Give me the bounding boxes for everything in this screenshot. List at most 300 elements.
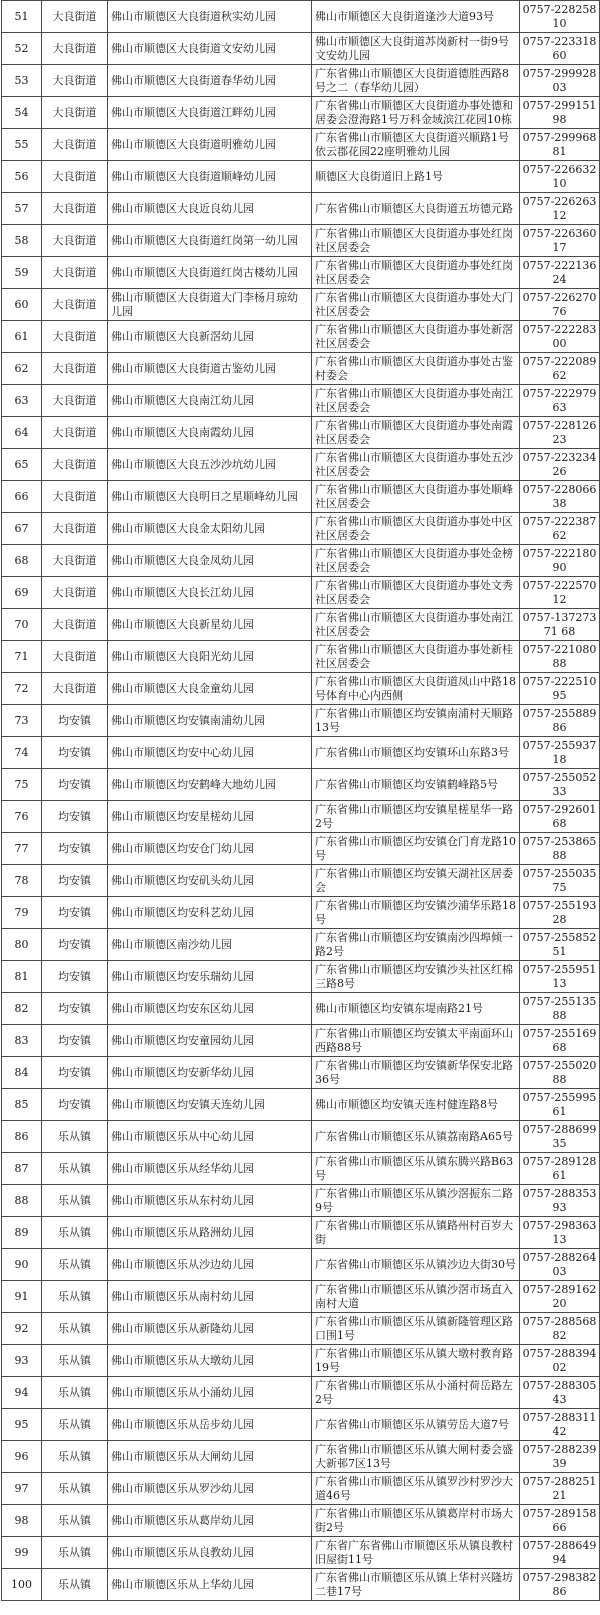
kindergarten-name-cell: 佛山市顺德区乐从路洲幼儿园	[108, 1217, 312, 1249]
street-cell: 乐从镇	[42, 1185, 108, 1217]
kindergarten-name-cell: 佛山市顺德区乐从罗沙幼儿园	[108, 1473, 312, 1505]
address-cell: 广东省佛山市顺德区大良街道五坊德元路	[312, 193, 520, 225]
phone-cell: 0757-25593718	[520, 737, 600, 769]
street-cell: 均安镇	[42, 993, 108, 1025]
row-number: 90	[2, 1249, 42, 1281]
row-number: 75	[2, 769, 42, 801]
row-number: 99	[2, 1537, 42, 1569]
phone-cell: 0757-25505233	[520, 769, 600, 801]
address-cell: 佛山市顺德区大良街道逢沙大道93号	[312, 1, 520, 33]
address-cell: 广东省佛山市顺德区大良街道凤山中路18号体育中心内西侧	[312, 673, 520, 705]
table-row	[2, 929, 600, 961]
phone-cell: 0757-28869935	[520, 1121, 600, 1153]
kindergarten-name-cell: 佛山市顺德区大良五沙沙坑幼儿园	[108, 449, 312, 481]
phone-cell: 0757-28839402	[520, 1345, 600, 1377]
street-cell: 均安镇	[42, 705, 108, 737]
table-row	[2, 353, 600, 385]
table-row	[2, 961, 600, 993]
address-cell: 广东省佛山市顺德区大良街道办事处南霞社区居委会	[312, 417, 520, 449]
phone-cell: 0757-22257012	[520, 577, 600, 609]
kindergarten-name-cell: 佛山市顺德区乐从小涌幼儿园	[108, 1377, 312, 1409]
street-cell: 乐从镇	[42, 1377, 108, 1409]
address-cell: 广东省佛山市顺德区大良街道办事处新滘社区居委会	[312, 321, 520, 353]
address-cell: 广东省佛山市顺德区大良街道办事处文秀社区居委会	[312, 577, 520, 609]
table-row	[2, 1121, 600, 1153]
kindergarten-name-cell: 佛山市顺德区乐从大闸幼儿园	[108, 1441, 312, 1473]
table-row	[2, 737, 600, 769]
kindergarten-name-cell: 佛山市顺德区大良阳光幼儿园	[108, 641, 312, 673]
kindergarten-name-cell: 佛山市顺德区均安科艺幼儿园	[108, 897, 312, 929]
address-cell: 广东省佛山市顺德区乐从镇劳岳大道7号	[312, 1409, 520, 1441]
table-row	[2, 1185, 600, 1217]
table-row	[2, 225, 600, 257]
row-number: 85	[2, 1089, 42, 1121]
street-cell: 均安镇	[42, 929, 108, 961]
street-cell: 乐从镇	[42, 1409, 108, 1441]
street-cell: 大良街道	[42, 225, 108, 257]
kindergarten-name-cell: 佛山市顺德区大良街道江畔幼儿园	[108, 97, 312, 129]
row-number: 62	[2, 353, 42, 385]
kindergarten-name-cell: 佛山市顺德区大良南江幼儿园	[108, 385, 312, 417]
row-number: 83	[2, 1025, 42, 1057]
row-number: 89	[2, 1217, 42, 1249]
phone-cell: 0757-25513588	[520, 993, 600, 1025]
table-row	[2, 801, 600, 833]
street-cell: 大良街道	[42, 65, 108, 97]
phone-cell: 0757-28831142	[520, 1409, 600, 1441]
phone-cell: 0757-22806638	[520, 481, 600, 513]
address-cell: 广东省佛山市顺德区乐从镇东腾兴路B63号	[312, 1153, 520, 1185]
row-number: 51	[2, 1, 42, 33]
address-cell: 广东省佛山市顺德区大良街道办事处中区社区居委会	[312, 513, 520, 545]
phone-cell: 0757-25502088	[520, 1057, 600, 1089]
street-cell: 大良街道	[42, 513, 108, 545]
phone-cell: 0757-22208962	[520, 353, 600, 385]
address-cell: 广东省佛山市顺德区大良街道办事处金榜社区居委会	[312, 545, 520, 577]
kindergarten-name-cell: 佛山市顺德区均安镇南浦幼儿园	[108, 705, 312, 737]
table-row	[2, 673, 600, 705]
table-row	[2, 1377, 600, 1409]
street-cell: 乐从镇	[42, 1441, 108, 1473]
address-cell: 广东省佛山市顺德区均安镇仓门育龙路10号	[312, 833, 520, 865]
phone-cell: 0757-28823939	[520, 1441, 600, 1473]
phone-cell: 0757-22825810	[520, 1, 600, 33]
row-number: 72	[2, 673, 42, 705]
table-row	[2, 1217, 600, 1249]
address-cell: 广东省佛山市顺德区均安镇新华保安北路36号	[312, 1057, 520, 1089]
street-cell: 乐从镇	[42, 1121, 108, 1153]
table-row	[2, 1441, 600, 1473]
kindergarten-name-cell: 佛山市顺德区大良街道古鉴幼儿园	[108, 353, 312, 385]
street-cell: 大良街道	[42, 321, 108, 353]
street-cell: 均安镇	[42, 737, 108, 769]
phone-cell: 0757-22663210	[520, 161, 600, 193]
table-row	[2, 1281, 600, 1313]
address-cell: 广东省佛山市顺德区大良街道办事处南江社区居委会	[312, 609, 520, 641]
phone-cell: 0757-28912861	[520, 1153, 600, 1185]
row-number: 88	[2, 1185, 42, 1217]
address-cell: 广东省佛山市顺德区乐从镇荔南路A65号	[312, 1121, 520, 1153]
address-cell: 广东省佛山市顺德区大良街道办事处德和居委会澄海路1号万科金域滨江花园10栋	[312, 97, 520, 129]
street-cell: 大良街道	[42, 33, 108, 65]
table-row	[2, 577, 600, 609]
kindergarten-name-cell: 佛山市顺德区大良街道红岗古楼幼儿园	[108, 257, 312, 289]
kindergarten-name-cell: 佛山市顺德区均安星槎幼儿园	[108, 801, 312, 833]
table-row	[2, 1313, 600, 1345]
street-cell: 大良街道	[42, 609, 108, 641]
kindergarten-name-cell: 佛山市顺德区均安镇天连幼儿园	[108, 1089, 312, 1121]
kindergarten-name-cell: 佛山市顺德区乐从新隆幼儿园	[108, 1313, 312, 1345]
phone-cell: 0757-29996881	[520, 129, 600, 161]
table-row	[2, 481, 600, 513]
street-cell: 乐从镇	[42, 1569, 108, 1601]
row-number: 92	[2, 1313, 42, 1345]
kindergarten-name-cell: 佛山市顺德区大良街道秋实幼儿园	[108, 1, 312, 33]
kindergarten-name-cell: 佛山市顺德区大良金童幼儿园	[108, 673, 312, 705]
table-row	[2, 449, 600, 481]
street-cell: 均安镇	[42, 865, 108, 897]
row-number: 63	[2, 385, 42, 417]
table-row	[2, 1505, 600, 1537]
address-cell: 广东省佛山市顺德区乐从镇大墩村教育路19号	[312, 1345, 520, 1377]
street-cell: 乐从镇	[42, 1281, 108, 1313]
table-row	[2, 129, 600, 161]
street-cell: 大良街道	[42, 97, 108, 129]
address-cell: 广东省佛山市顺德区乐从镇葛岸村市场大街2号	[312, 1505, 520, 1537]
phone-cell: 0757-25585251	[520, 929, 600, 961]
row-number: 61	[2, 321, 42, 353]
row-number: 55	[2, 129, 42, 161]
kindergarten-name-cell: 佛山市顺德区乐从良教幼儿园	[108, 1537, 312, 1569]
row-number: 84	[2, 1057, 42, 1089]
street-cell: 大良街道	[42, 257, 108, 289]
phone-cell: 0757-22297963	[520, 385, 600, 417]
street-cell: 大良街道	[42, 577, 108, 609]
address-cell: 广东省佛山市顺德区大良街道办事处红岗社区居委会	[312, 225, 520, 257]
table-row	[2, 65, 600, 97]
row-number: 96	[2, 1441, 42, 1473]
street-cell: 大良街道	[42, 417, 108, 449]
row-number: 74	[2, 737, 42, 769]
street-cell: 大良街道	[42, 129, 108, 161]
kindergarten-name-cell: 佛山市顺德区大良长江幼儿园	[108, 577, 312, 609]
phone-cell: 0757-28835393	[520, 1185, 600, 1217]
kindergarten-name-cell: 佛山市顺德区均安童园幼儿园	[108, 1025, 312, 1057]
kindergarten-name-cell: 佛山市顺德区大良金太阳幼儿园	[108, 513, 312, 545]
row-number: 95	[2, 1409, 42, 1441]
street-cell: 均安镇	[42, 1057, 108, 1089]
phone-cell: 0757-22812623	[520, 417, 600, 449]
address-cell: 顺德区大良街道旧上路1号	[312, 161, 520, 193]
row-number: 56	[2, 161, 42, 193]
phone-cell: 0757-25519328	[520, 897, 600, 929]
row-number: 68	[2, 545, 42, 577]
address-cell: 广东省佛山市顺德区大良街道办事处红岗社区居委会	[312, 257, 520, 289]
row-number: 78	[2, 865, 42, 897]
table-row	[2, 865, 600, 897]
phone-cell: 0757-28916220	[520, 1281, 600, 1313]
kindergarten-name-cell: 佛山市顺德区均安新华幼儿园	[108, 1057, 312, 1089]
table-row	[2, 1409, 600, 1441]
street-cell: 乐从镇	[42, 1249, 108, 1281]
table-row	[2, 193, 600, 225]
address-cell: 广东省佛山市顺德区大良街道德胜西路8号之二（春华幼儿园）	[312, 65, 520, 97]
table-row	[2, 1089, 600, 1121]
street-cell: 大良街道	[42, 353, 108, 385]
table-body	[2, 1, 600, 1601]
street-cell: 大良街道	[42, 289, 108, 321]
address-cell: 广东省佛山市顺德区均安镇南浦村天顺路13号	[312, 705, 520, 737]
phone-cell: 0757-29836313	[520, 1217, 600, 1249]
row-number: 80	[2, 929, 42, 961]
kindergarten-name-cell: 佛山市顺德区大良街道春华幼儿园	[108, 65, 312, 97]
address-cell: 广东省佛山市顺德区大良街道办事处五沙社区居委会	[312, 449, 520, 481]
address-cell: 广东省佛山市顺德区乐从镇沙滘振东二路9号	[312, 1185, 520, 1217]
phone-cell: 0757-22331860	[520, 33, 600, 65]
phone-cell: 0757-25595113	[520, 961, 600, 993]
table-row	[2, 97, 600, 129]
street-cell: 乐从镇	[42, 1505, 108, 1537]
kindergarten-name-cell: 佛山市顺德区均安仓门幼儿园	[108, 833, 312, 865]
table-row	[2, 609, 600, 641]
address-cell: 广东省佛山市顺德区大良街道办事处大门社区居委会	[312, 289, 520, 321]
kindergarten-name-cell: 佛山市顺德区大良明日之星顺峰幼儿园	[108, 481, 312, 513]
kindergarten-table	[1, 0, 600, 1601]
phone-cell: 0757-25588986	[520, 705, 600, 737]
kindergarten-name-cell: 佛山市顺德区乐从经华幼儿园	[108, 1153, 312, 1185]
street-cell: 均安镇	[42, 897, 108, 929]
street-cell: 大良街道	[42, 673, 108, 705]
kindergarten-name-cell: 佛山市顺德区乐从中心幼儿园	[108, 1121, 312, 1153]
row-number: 82	[2, 993, 42, 1025]
row-number: 98	[2, 1505, 42, 1537]
table-row	[2, 705, 600, 737]
kindergarten-name-cell: 佛山市顺德区大良金凤幼儿园	[108, 545, 312, 577]
row-number: 100	[2, 1569, 42, 1601]
row-number: 77	[2, 833, 42, 865]
address-cell: 广东省佛山市顺德区均安镇鹤峰路5号	[312, 769, 520, 801]
address-cell: 广东省佛山市顺德区均安镇太平南面环山西路88号	[312, 1025, 520, 1057]
kindergarten-name-cell: 佛山市顺德区乐从岳步幼儿园	[108, 1409, 312, 1441]
table-row	[2, 769, 600, 801]
table-row	[2, 833, 600, 865]
table-row	[2, 1249, 600, 1281]
kindergarten-name-cell: 佛山市顺德区大良街道顺峰幼儿园	[108, 161, 312, 193]
table-row	[2, 1153, 600, 1185]
street-cell: 大良街道	[42, 193, 108, 225]
address-cell: 广东省佛山市顺德区均安镇南沙四埠倾一路2号	[312, 929, 520, 961]
row-number: 52	[2, 33, 42, 65]
address-cell: 广东省佛山市顺德区大良街道办事处南江社区居委会	[312, 385, 520, 417]
address-cell: 广东省佛山市顺德区大良街道兴顺路1号依云郡花园22座明雅幼儿园	[312, 129, 520, 161]
address-cell: 广东省佛山市顺德区乐从镇路州村百岁大街	[312, 1217, 520, 1249]
address-cell: 广东省佛山市顺德区乐从镇大闸村委会盛大新邨7区13号	[312, 1441, 520, 1473]
phone-cell: 0757-22636017	[520, 225, 600, 257]
street-cell: 均安镇	[42, 769, 108, 801]
phone-cell: 0757-22218090	[520, 545, 600, 577]
phone-cell: 0757-28825121	[520, 1473, 600, 1505]
phone-cell: 0757-29838286	[520, 1569, 600, 1601]
table-row	[2, 1569, 600, 1601]
kindergarten-name-cell: 佛山市顺德区大良街道文安幼儿园	[108, 33, 312, 65]
address-cell: 广东省佛山市顺德区乐从小涌村荷岳路左2号	[312, 1377, 520, 1409]
phone-cell: 0757-25516968	[520, 1025, 600, 1057]
street-cell: 大良街道	[42, 1, 108, 33]
row-number: 73	[2, 705, 42, 737]
phone-cell: 0757-29915198	[520, 97, 600, 129]
phone-cell: 0757-22213624	[520, 257, 600, 289]
table-row	[2, 289, 600, 321]
phone-cell: 0757-28915866	[520, 1505, 600, 1537]
table-row	[2, 385, 600, 417]
address-cell: 广东省佛山市顺德区大良街道办事处顺峰社区居委会	[312, 481, 520, 513]
table-row	[2, 321, 600, 353]
table-row	[2, 161, 600, 193]
street-cell: 乐从镇	[42, 1537, 108, 1569]
street-cell: 大良街道	[42, 545, 108, 577]
row-number: 57	[2, 193, 42, 225]
kindergarten-name-cell: 佛山市顺德区均安鹤峰大地幼儿园	[108, 769, 312, 801]
address-cell: 广东省佛山市顺德区均安镇沙头社区红棉三路8号	[312, 961, 520, 993]
kindergarten-name-cell: 佛山市顺德区均安矶头幼儿园	[108, 865, 312, 897]
table-row	[2, 1473, 600, 1505]
row-number: 54	[2, 97, 42, 129]
street-cell: 大良街道	[42, 481, 108, 513]
address-cell: 广东省佛山市顺德区大良街道办事处新桂社区居委会	[312, 641, 520, 673]
kindergarten-name-cell: 佛山市顺德区大良新滘幼儿园	[108, 321, 312, 353]
address-cell: 佛山市顺德区均安镇天连村健连路8号	[312, 1089, 520, 1121]
kindergarten-name-cell: 佛山市顺德区大良近良幼儿园	[108, 193, 312, 225]
phone-cell: 0757-25503575	[520, 865, 600, 897]
table-row	[2, 641, 600, 673]
kindergarten-name-cell: 佛山市顺德区大良街道大门李杨月琼幼儿园	[108, 289, 312, 321]
kindergarten-name-cell: 佛山市顺德区均安东区幼儿园	[108, 993, 312, 1025]
address-cell: 广东省广东省佛山市顺德区乐从镇良教村旧屋街11号	[312, 1537, 520, 1569]
kindergarten-name-cell: 佛山市顺德区南沙幼儿园	[108, 929, 312, 961]
row-number: 69	[2, 577, 42, 609]
table-row	[2, 993, 600, 1025]
phone-cell: 0757-22323426	[520, 449, 600, 481]
street-cell: 大良街道	[42, 385, 108, 417]
table-row	[2, 545, 600, 577]
row-number: 86	[2, 1121, 42, 1153]
street-cell: 均安镇	[42, 1025, 108, 1057]
address-cell: 广东省佛山市顺德区乐从镇上华村兴隆坊二巷17号	[312, 1569, 520, 1601]
phone-cell: 0757-22626312	[520, 193, 600, 225]
table-row	[2, 1, 600, 33]
kindergarten-name-cell: 佛山市顺德区大良街道红岗第一幼儿园	[108, 225, 312, 257]
phone-cell: 0757-28830543	[520, 1377, 600, 1409]
street-cell: 均安镇	[42, 801, 108, 833]
row-number: 76	[2, 801, 42, 833]
table-row	[2, 1025, 600, 1057]
kindergarten-name-cell: 佛山市顺德区乐从葛岸幼儿园	[108, 1505, 312, 1537]
row-number: 79	[2, 897, 42, 929]
street-cell: 大良街道	[42, 449, 108, 481]
row-number: 87	[2, 1153, 42, 1185]
kindergarten-name-cell: 佛山市顺德区大良新星幼儿园	[108, 609, 312, 641]
kindergarten-name-cell: 佛山市顺德区乐从大墩幼儿园	[108, 1345, 312, 1377]
address-cell: 广东省佛山市顺德区均安镇星槎星华一路2号	[312, 801, 520, 833]
phone-cell: 0757-29992803	[520, 65, 600, 97]
street-cell: 乐从镇	[42, 1313, 108, 1345]
street-cell: 均安镇	[42, 833, 108, 865]
kindergarten-name-cell: 佛山市顺德区均安中心幼儿园	[108, 737, 312, 769]
kindergarten-name-cell: 佛山市顺德区乐从沙边幼儿园	[108, 1249, 312, 1281]
row-number: 91	[2, 1281, 42, 1313]
phone-cell: 0757-22238762	[520, 513, 600, 545]
address-cell: 广东省佛山市顺德区大良街道办事处古鉴村委会	[312, 353, 520, 385]
phone-cell: 0757-25386588	[520, 833, 600, 865]
address-cell: 广东省佛山市顺德区均安镇天湖社区居委会	[312, 865, 520, 897]
kindergarten-name-cell: 佛山市顺德区大良街道明雅幼儿园	[108, 129, 312, 161]
street-cell: 乐从镇	[42, 1217, 108, 1249]
table-row	[2, 257, 600, 289]
row-number: 64	[2, 417, 42, 449]
street-cell: 均安镇	[42, 961, 108, 993]
phone-cell: 0757-13727371 68	[520, 609, 600, 641]
row-number: 65	[2, 449, 42, 481]
kindergarten-name-cell: 佛山市顺德区乐从上华幼儿园	[108, 1569, 312, 1601]
address-cell: 广东省佛山市顺德区均安镇沙浦华乐路18号	[312, 897, 520, 929]
address-cell: 广东省佛山市顺德区乐从镇沙边大街30号	[312, 1249, 520, 1281]
street-cell: 大良街道	[42, 161, 108, 193]
kindergarten-name-cell: 佛山市顺德区均安乐瑞幼儿园	[108, 961, 312, 993]
kindergarten-name-cell: 佛山市顺德区乐从东村幼儿园	[108, 1185, 312, 1217]
address-cell: 广东省佛山市顺德区均安镇环山东路3号	[312, 737, 520, 769]
phone-cell: 0757-28864994	[520, 1537, 600, 1569]
table-row	[2, 1057, 600, 1089]
street-cell: 乐从镇	[42, 1345, 108, 1377]
row-number: 70	[2, 609, 42, 641]
address-cell: 佛山市顺德区大良街道苏岗新村一街9号文安幼儿园	[312, 33, 520, 65]
row-number: 67	[2, 513, 42, 545]
row-number: 93	[2, 1345, 42, 1377]
address-cell: 广东省佛山市顺德区乐从镇沙滘市场直入南村大道	[312, 1281, 520, 1313]
table-row	[2, 417, 600, 449]
table-row	[2, 897, 600, 929]
address-cell: 佛山市顺德区均安镇东堤南路21号	[312, 993, 520, 1025]
table-row	[2, 1345, 600, 1377]
table-row	[2, 513, 600, 545]
row-number: 53	[2, 65, 42, 97]
street-cell: 乐从镇	[42, 1153, 108, 1185]
street-cell: 乐从镇	[42, 1473, 108, 1505]
phone-cell: 0757-22108088	[520, 641, 600, 673]
table-row	[2, 1537, 600, 1569]
row-number: 59	[2, 257, 42, 289]
phone-cell: 0757-22627076	[520, 289, 600, 321]
phone-cell: 0757-28856882	[520, 1313, 600, 1345]
row-number: 71	[2, 641, 42, 673]
table-row	[2, 33, 600, 65]
address-cell: 广东省佛山市顺德区乐从镇罗沙村罗沙大道46号	[312, 1473, 520, 1505]
kindergarten-name-cell: 佛山市顺德区大良南霞幼儿园	[108, 417, 312, 449]
row-number: 66	[2, 481, 42, 513]
phone-cell: 0757-22228300	[520, 321, 600, 353]
row-number: 97	[2, 1473, 42, 1505]
phone-cell: 0757-25599561	[520, 1089, 600, 1121]
phone-cell: 0757-28826403	[520, 1249, 600, 1281]
street-cell: 大良街道	[42, 641, 108, 673]
row-number: 94	[2, 1377, 42, 1409]
phone-cell: 0757-29260168	[520, 801, 600, 833]
address-cell: 广东省佛山市顺德区乐从镇新隆管理区路口围1号	[312, 1313, 520, 1345]
kindergarten-name-cell: 佛山市顺德区乐从南村幼儿园	[108, 1281, 312, 1313]
row-number: 81	[2, 961, 42, 993]
phone-cell: 0757-22251095	[520, 673, 600, 705]
row-number: 58	[2, 225, 42, 257]
